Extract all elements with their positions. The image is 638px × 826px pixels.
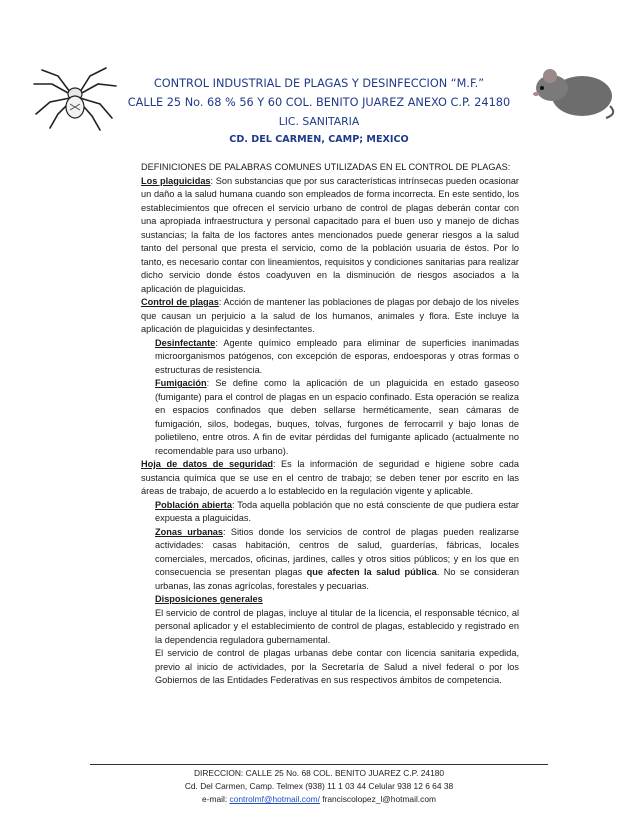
- term: Desinfectante: [155, 337, 216, 348]
- definition-text: : Es la información de seguridad e higiene sobre cada sustancia química que se use en el centro de trabajo; se deben tener por escrito en las áreas de trabajo, de acuerdo a lo establecido en la regulación vigente y aplicable.: [141, 459, 519, 496]
- term: Población abierta: [155, 499, 232, 510]
- company-address: CALLE 25 No. 68 % 56 Y 60 COL. BENITO JUAREZ ANEXO C.P. 24180: [127, 96, 511, 109]
- intro-heading: DEFINICIONES DE PALABRAS COMUNES UTILIZADAS EN EL CONTROL DE PLAGAS:: [141, 162, 511, 172]
- definition-text: : Agente químico empleado para eliminar de superficies inanimadas microorganismos patógenos, con excepción de esporas, endoesporas y otras formas o estructuras de resistencia.: [155, 337, 519, 375]
- footer-email: [0, 794, 638, 804]
- company-name: CONTROL INDUSTRIAL DE PLAGAS Y DESINFECCION “M.F.”: [153, 77, 485, 90]
- term: Control de plagas: [141, 297, 219, 307]
- city-label: CD. DEL CARMEN, CAMP; MEXICO: [229, 134, 409, 145]
- email-link[interactable]: controlmf@hotmail.com/: [229, 794, 320, 804]
- definition-poblacion: [141, 499, 519, 526]
- disposiciones-paragraph: El servicio de control de plagas, incluye al titular de la licencia, el responsable técnico, al personal aplicador y el establecimiento de control de plagas, establecido y registrado en la dependencia reguladora gubernamental.: [155, 607, 519, 645]
- term: Los plaguicidas: [141, 175, 211, 186]
- definition-fumigacion: [141, 377, 519, 458]
- rat-icon: [530, 62, 620, 120]
- definition-text: . No se consideran urbanas, las zonas agrícolas, forestales y pecuarias.: [155, 567, 519, 591]
- letterhead: [0, 0, 638, 160]
- definition-hoja: [141, 458, 519, 499]
- disposiciones-title: Disposiciones generales: [155, 594, 263, 604]
- definition-control: [141, 296, 519, 337]
- footer-divider: [90, 764, 548, 765]
- term: Fumigación: [155, 378, 207, 388]
- email-text: franciscolopez_l@hotmail.com: [319, 794, 436, 804]
- definition-text: : Toda aquella población que no está consciente de que pudiera estar expuesta a plaguicidas.: [155, 499, 519, 523]
- footer-phone: Cd. Del Carmen, Camp. Telmex (938) 11 1 03 44 Celular 938 12 6 64 38: [184, 781, 454, 791]
- emphasis: que afecten la salud pública: [306, 567, 437, 577]
- definition-text: : Acción de mantener las poblaciones de plagas por debajo de los niveles que causan un perjuicio a la salud de los humanos, animales y flora. Este incluye la aplicación de plaguicidas y desinfectantes.: [141, 297, 519, 334]
- definition-text: : Sitios donde los servicios de control de plagas pueden realizarse actividades: casas habitación, centros de salud, guarderías, fábricas, locales comerciales, mercados, oficinas, jardines, calles y otros sitios públicos; y en los que en consecuencia se presentan plagas: [155, 526, 519, 577]
- license-label: LIC. SANITARIA: [278, 115, 360, 128]
- section-title: [141, 593, 519, 607]
- term: Hoja de datos de seguridad: [141, 459, 273, 469]
- footer-address: DIRECCION: CALLE 25 No. 68 COL. BENITO JUAREZ C.P. 24180: [193, 768, 445, 778]
- email-label: e-mail:: [202, 794, 230, 804]
- document-body: [141, 161, 519, 688]
- definition-desinfectante: [141, 337, 519, 378]
- term: Zonas urbanas: [155, 526, 224, 537]
- disposiciones-paragraph: El servicio de control de plagas urbanas debe contar con licencia sanitaria expedida, previo al inicio de actividades, por la Secretaría de Salud a nivel federal o por los Gobiernos de las Entidades Federativas en sus respectivos ámbitos de competencia.: [155, 648, 519, 685]
- definition-text: : Son substancias que por sus características intrínsecas pueden ocasionar un daño a la salud humana cuando son empleados de forma incorrecta. En este sentido, los establecimientos que ofrecen el servicio urbano de control de plagas deberán contar con una apropiada infraestructura y personal capacitado para el buen uso y manejo de dichas sustancias; la falta de los factores antes mencionados puede generar riesgos a la salud tanto del personal que presta el servicio, como de la población usuaria de éstos. Por lo tanto, es necesario contar con lineamientos, requisitos y condiciones sanitarias para realizar dicho servicio donde éstos coadyuven en la disminución de riesgos asociados a la aplicación de plaguicidas.: [141, 175, 519, 294]
- definition-plaguicidas: [141, 175, 519, 297]
- definition-zonas: [141, 526, 519, 594]
- definition-text: : Se define como la aplicación de un plaguicida en estado gaseoso (fumigante) para el control de plagas en un espacio confinado. Esta operación se realiza en espacios confinados que deben sellarse herméticamente, sean cámaras de fumigación, silos, bodegas, buques, tolvas, furgones de ferrocarril y bajo lonas de polietileno, entre otros. A fin de evitar pérdidas del fumigante aplicado (actualmente no recomendable para uso urbano).: [155, 378, 519, 456]
